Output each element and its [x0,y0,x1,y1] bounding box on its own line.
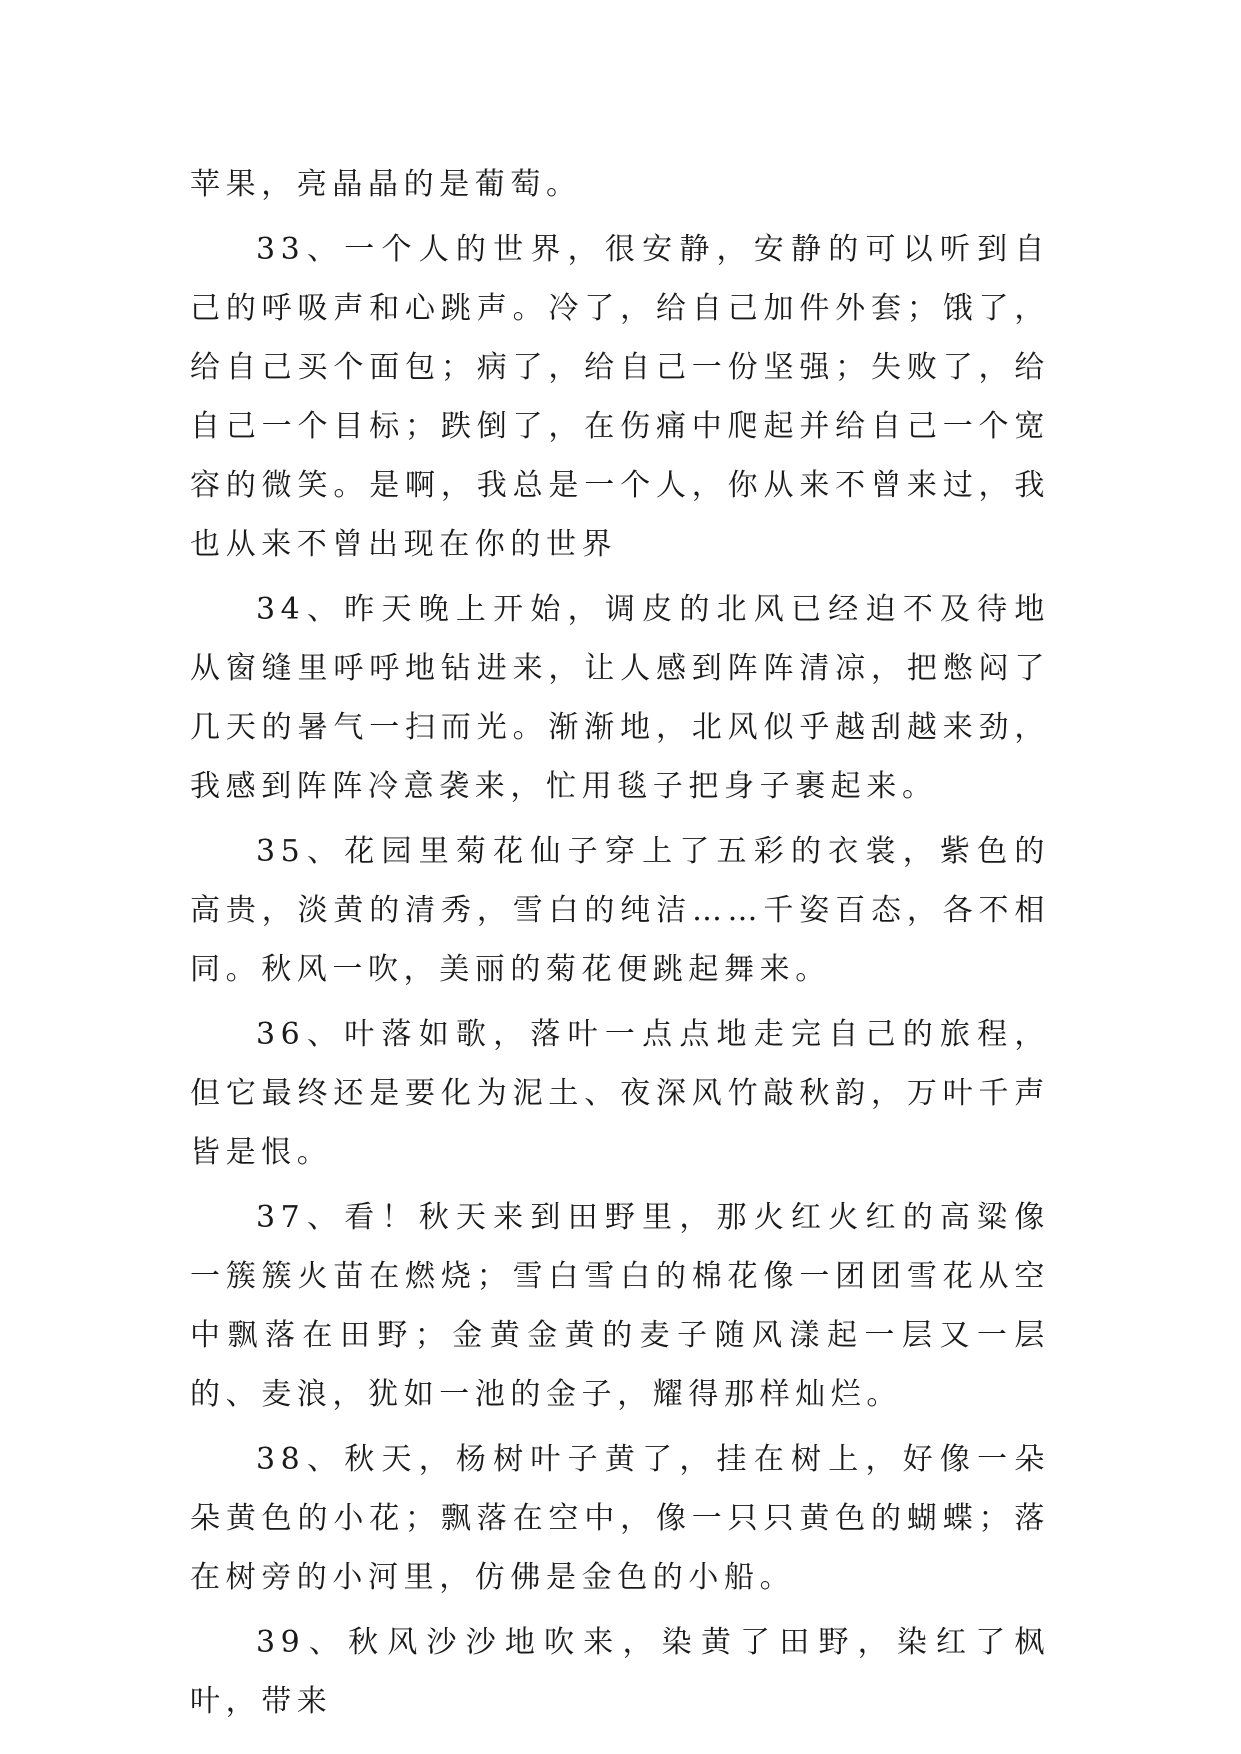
paragraph-36: 36、叶落如歌，落叶一点点地走完自己的旅程，但它最终还是要化为泥土、夜深风竹敲秋韵，万叶千声皆是恨。 [190,1017,1050,1170]
document-body [190,155,1050,1737]
paragraph-continuation: 苹果，亮晶晶的是葡萄。 [190,167,582,202]
paragraph-38: 38、秋天，杨树叶子黄了，挂在树上，好像一朵朵黄色的小花；飘落在空中，像一只只黄色的蝴蝶；落在树旁的小河里，仿佛是金色的小船。 [190,1442,1050,1595]
paragraph-39: 39、秋风沙沙地吹来，染黄了田野，染红了枫叶，带来 [190,1625,1050,1719]
paragraph-33: 33、一个人的世界，很安静，安静的可以听到自己的呼吸声和心跳声。冷了，给自己加件外套；饿了，给自己买个面包；病了，给自己一份坚强；失败了，给自己一个目标；跌倒了，在伤痛中爬起并给自己一个宽容的微笑。是啊，我总是一个人，你从来不曾来过，我也从来不曾出现在你的世界 [190,232,1050,562]
paragraph-35: 35、花园里菊花仙子穿上了五彩的衣裳，紫色的高贵，淡黄的清秀，雪白的纯洁……千姿百态，各不相同。秋风一吹，美丽的菊花便跳起舞来。 [190,834,1050,987]
paragraph-37: 37、看！秋天来到田野里，那火红火红的高粱像一簇簇火苗在燃烧；雪白雪白的棉花像一团团雪花从空中飘落在田野；金黄金黄的麦子随风漾起一层又一层的、麦浪，犹如一池的金子，耀得那样灿烂。 [190,1200,1050,1412]
paragraph-34: 34、昨天晚上开始，调皮的北风已经迫不及待地从窗缝里呼呼地钻进来，让人感到阵阵清凉，把憋闷了几天的暑气一扫而光。渐渐地，北风似乎越刮越来劲，我感到阵阵冷意袭来，忙用毯子把身子裹起来。 [190,592,1050,804]
